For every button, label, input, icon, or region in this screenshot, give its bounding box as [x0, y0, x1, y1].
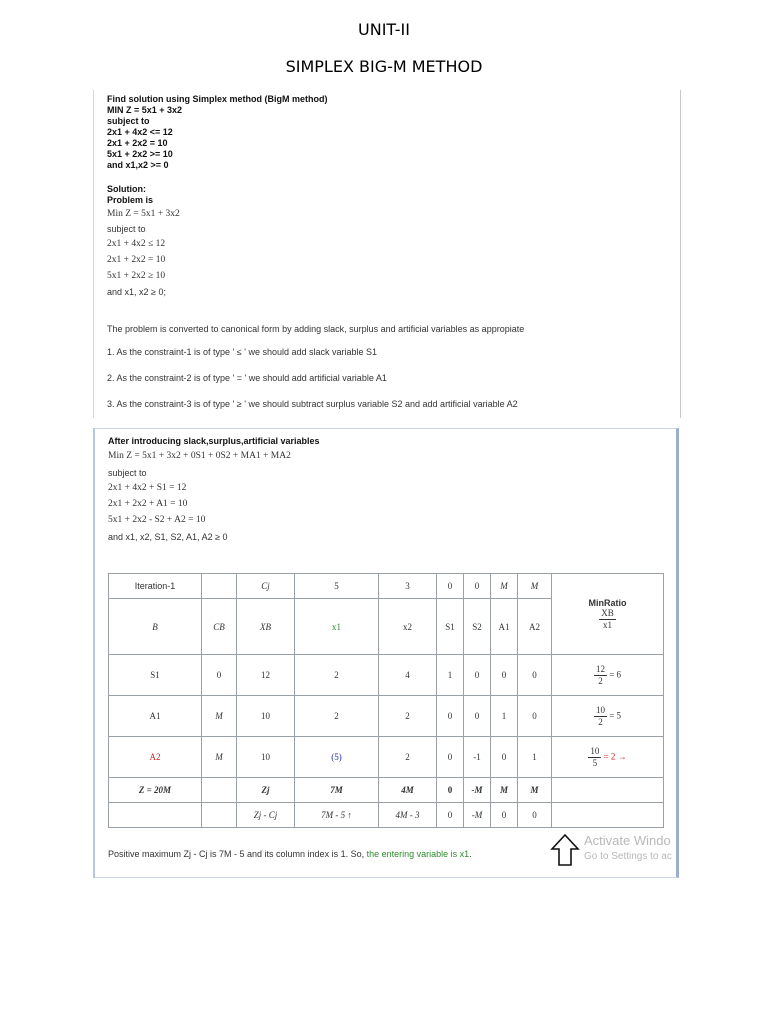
- problem-line: 2x1 + 4x2 <= 12: [107, 127, 173, 137]
- note-end: .: [469, 849, 472, 859]
- iteration-label: Iteration-1: [109, 574, 202, 599]
- z-value: Z = 20M: [109, 778, 202, 803]
- cell: 4M: [379, 778, 437, 803]
- cell: 10: [237, 696, 295, 737]
- cell: 12: [237, 655, 295, 696]
- ratio-fraction: $\frac{10}{5}$: [590, 745, 600, 768]
- cj-value: M: [491, 574, 518, 599]
- cell: 0: [491, 737, 518, 778]
- ratio-cell: [552, 737, 664, 778]
- ratio-cell: [552, 696, 664, 737]
- cell: -1: [464, 737, 491, 778]
- solution-label: Solution:: [107, 184, 146, 194]
- cell: M: [202, 696, 237, 737]
- cj-value: 5: [295, 574, 379, 599]
- cell: 2: [295, 696, 379, 737]
- cj-value: M: [518, 574, 552, 599]
- canonical-note: The problem is converted to canonical form by adding slack, surplus and artificial variables as appropiate: [107, 324, 525, 334]
- basis-cell: A1: [109, 696, 202, 737]
- watermark-line-2: Go to Settings to ac: [584, 851, 672, 862]
- min-ratio-den: x1: [602, 619, 612, 630]
- subject-to-label: subject to: [107, 224, 146, 234]
- cell: 0: [437, 803, 464, 828]
- subject-to-label: subject to: [108, 468, 147, 478]
- step-1: 1. As the constraint-1 is of type ' ≤ ' we should add slack variable S1: [107, 347, 378, 357]
- min-ratio-fraction: [599, 608, 616, 631]
- table-row-leaving: [109, 737, 664, 778]
- problem-line: 5x1 + 2x2 >= 10: [107, 149, 173, 159]
- cell: 0: [518, 803, 552, 828]
- problem-panel: [93, 90, 681, 418]
- cell: M: [202, 737, 237, 778]
- pivot-element: (5): [295, 737, 379, 778]
- cell: 1: [437, 655, 464, 696]
- cell: [552, 803, 664, 828]
- cell: 0: [491, 803, 518, 828]
- cell: M: [491, 778, 518, 803]
- cell: 2: [379, 696, 437, 737]
- col-header-entering: x1: [295, 599, 379, 655]
- problem-line: 2x1 + 2x2 = 10: [107, 138, 168, 148]
- ratio-value: = 5: [609, 710, 622, 721]
- canonical-constraint-3: 5x1 + 2x2 - S2 + A2 = 10: [108, 515, 206, 525]
- method-title: SIMPLEX BIG-M METHOD: [285, 57, 483, 76]
- cell: -M: [464, 778, 491, 803]
- cell-entering: 7M - 5 ↑: [295, 803, 379, 828]
- cell: [202, 574, 237, 599]
- cell: 0: [437, 696, 464, 737]
- cell: 4M - 3: [379, 803, 437, 828]
- table-row: [109, 655, 664, 696]
- constraint-1: 2x1 + 4x2 ≤ 12: [107, 239, 166, 249]
- zj-row: [109, 778, 664, 803]
- cell: 0: [464, 696, 491, 737]
- col-header: A2: [518, 599, 552, 655]
- cell: [202, 803, 237, 828]
- col-header: B: [109, 599, 202, 655]
- col-header: S2: [464, 599, 491, 655]
- cj-value: 0: [464, 574, 491, 599]
- up-arrow-icon: [550, 833, 580, 872]
- cell: 4: [379, 655, 437, 696]
- col-header: CB: [202, 599, 237, 655]
- cj-row: [109, 574, 664, 599]
- nonnegativity: and x1, x2 ≥ 0;: [107, 287, 166, 297]
- canonical-constraint-2: 2x1 + 2x2 + A1 = 10: [108, 499, 188, 509]
- cell: 0: [464, 655, 491, 696]
- cell: 0: [437, 737, 464, 778]
- min-ratio-header: [552, 574, 664, 655]
- cell: [109, 803, 202, 828]
- cell: 0: [491, 655, 518, 696]
- constraint-2: 2x1 + 2x2 = 10: [107, 255, 166, 265]
- cj-value: 3: [379, 574, 437, 599]
- col-header: x2: [379, 599, 437, 655]
- cell: M: [518, 778, 552, 803]
- problem-is-label: Problem is: [107, 195, 154, 205]
- problem-line: MIN Z = 5x1 + 3x2: [107, 105, 183, 115]
- cell: [202, 778, 237, 803]
- step-2: 2. As the constraint-2 is of type ' = ' we should add artificial variable A1: [107, 373, 387, 383]
- watermark-line-1: Activate Windo: [584, 833, 671, 848]
- ratio-fraction: $\frac{12}{2}$: [595, 663, 605, 686]
- entering-variable-note: [108, 849, 472, 859]
- cell: -M: [464, 803, 491, 828]
- objective-function: Min Z = 5x1 + 3x2: [107, 209, 180, 219]
- col-header: A1: [491, 599, 518, 655]
- col-header: S1: [437, 599, 464, 655]
- col-header: XB: [237, 599, 295, 655]
- cell: 7M: [295, 778, 379, 803]
- note-entering: the entering variable is x1: [366, 849, 470, 859]
- zj-label: Zj: [237, 778, 295, 803]
- cell: 0: [518, 696, 552, 737]
- canonical-objective: Min Z = 5x1 + 3x2 + 0S1 + 0S2 + MA1 + MA2: [108, 451, 291, 461]
- cell: 10: [237, 737, 295, 778]
- unit-title: UNIT-II: [358, 20, 410, 39]
- activate-windows-watermark: [584, 833, 672, 862]
- cell: 1: [518, 737, 552, 778]
- cell: [552, 778, 664, 803]
- cell: 1: [491, 696, 518, 737]
- min-ratio-num: XB: [601, 607, 614, 618]
- ratio-value: = 6: [609, 669, 622, 680]
- basis-cell: S1: [109, 655, 202, 696]
- canonical-constraint-1: 2x1 + 4x2 + S1 = 12: [108, 483, 187, 493]
- zj-cj-label: Zj - Cj: [237, 803, 295, 828]
- problem-line: subject to: [107, 116, 150, 126]
- cj-value: 0: [437, 574, 464, 599]
- table-row: [109, 696, 664, 737]
- constraint-3: 5x1 + 2x2 ≥ 10: [107, 271, 166, 281]
- cell: 2: [379, 737, 437, 778]
- zj-cj-row: [109, 803, 664, 828]
- problem-line: and x1,x2 >= 0: [107, 160, 169, 170]
- step-3: 3. As the constraint-3 is of type ' ≥ ' we should subtract surplus variable S2 and add artificial variable A2: [107, 399, 518, 409]
- ratio-value-min: = 2 →: [603, 751, 627, 762]
- cell: 2: [295, 655, 379, 696]
- cell: 0: [518, 655, 552, 696]
- basis-cell-leaving: A2: [109, 737, 202, 778]
- simplex-table: [108, 573, 664, 828]
- problem-line: Find solution using Simplex method (BigM method): [107, 94, 328, 104]
- iteration-panel: [93, 428, 679, 878]
- cell: 0: [202, 655, 237, 696]
- after-title: After introducing slack,surplus,artificial variables: [108, 436, 320, 446]
- cj-label: Cj: [237, 574, 295, 599]
- min-ratio-title: MinRatio: [588, 597, 627, 608]
- cell: 0: [437, 778, 464, 803]
- ratio-cell: [552, 655, 664, 696]
- canonical-nonnegativity: and x1, x2, S1, S2, A1, A2 ≥ 0: [108, 532, 228, 542]
- ratio-fraction: $\frac{10}{2}$: [595, 704, 605, 727]
- note-text: Positive maximum Zj - Cj is 7M - 5 and its column index is 1. So,: [108, 849, 367, 859]
